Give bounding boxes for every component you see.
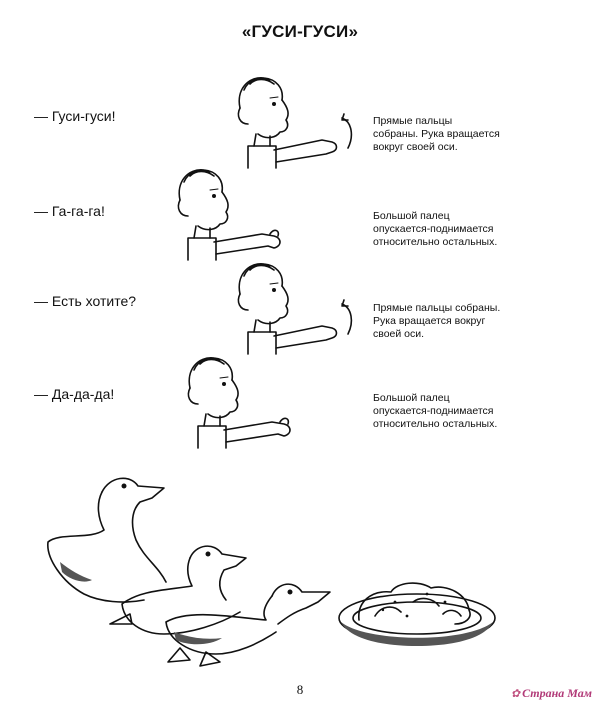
boy-hand-gesture-icon: [230, 70, 365, 170]
food-bowl-icon: [335, 572, 505, 652]
gesture-description-3: [373, 302, 538, 341]
verse-line-1: — Гуси-гуси!: [34, 108, 116, 124]
geese-illustration-icon: [40, 462, 340, 672]
gesture-description-2: [373, 210, 538, 249]
description-line: относительно остальных.: [373, 418, 498, 430]
gesture-description-1: [373, 115, 538, 154]
boy-hand-gesture-icon: [180, 350, 315, 450]
description-line: своей оси.: [373, 328, 425, 340]
boy-hand-gesture-icon: [230, 256, 365, 356]
description-line: опускается-поднимается: [373, 405, 494, 417]
gesture-description-4: [373, 392, 538, 431]
description-line: Прямые пальцы собраны.: [373, 302, 501, 314]
page-number: 8: [296, 682, 304, 697]
watermark: [511, 686, 592, 701]
flower-icon: ✿: [510, 688, 521, 700]
verse-line-4: — Да-да-да!: [34, 386, 115, 402]
description-line: опускается-поднимается: [373, 223, 494, 235]
page-title: «ГУСИ-ГУСИ»: [241, 22, 359, 41]
description-line: собраны. Рука вращается: [373, 128, 500, 140]
description-line: Большой палец: [373, 210, 450, 222]
verse-line-2: — Га-га-га!: [34, 203, 105, 219]
description-line: Прямые пальцы: [373, 115, 453, 127]
description-line: Большой палец: [373, 392, 450, 404]
verse-line-3: — Есть хотите?: [34, 293, 137, 309]
boy-hand-gesture-icon: [170, 162, 305, 262]
watermark-text: Страна Мам: [522, 686, 592, 700]
description-line: относительно остальных.: [373, 236, 498, 248]
description-line: Рука вращается вокруг: [373, 315, 486, 327]
description-line: вокруг своей оси.: [373, 141, 458, 153]
